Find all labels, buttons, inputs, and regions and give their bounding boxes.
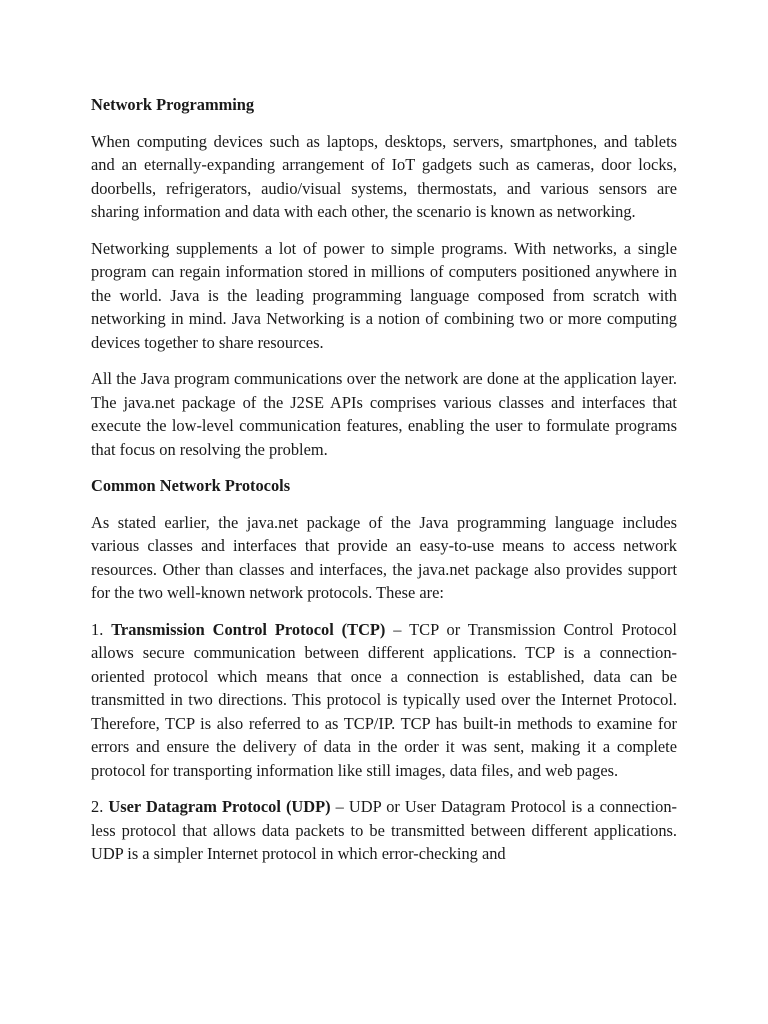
paragraph-networking-power: Networking supplements a lot of power to simple programs. With networks, a single program can regain information stored in millions of computers positioned anywhere in the world. Java is the leading programming language composed from scratch with networking in mind. Java Networking is a notion of combining two or more computing devices together to share resources. <box>91 238 677 352</box>
paragraph-java-communications: All the Java program communications over the network are done at the application layer. The java.net package of the J2SE APIs comprises various classes and interfaces that execute the low-level communication features, enabling the user to formulate programs that focus on resolving the problem. <box>91 369 677 459</box>
heading-network-programming: Network Programming <box>91 95 255 114</box>
description-tcp: – TCP or Transmission Control Protocol allows secure communication between different applications. TCP is a connection-oriented protocol which means that once a connection is established, data can be transmitted in two directions. This protocol is typically used over the Internet Protocol. Therefore, TCP is also referred to as TCP/IP. TCP has built-in methods to examine for errors and ensure the delivery of data in the order it was sent, making it a complete protocol for transporting information like still images, data files, and web pages. <box>91 619 677 780</box>
list-item-tcp <box>91 618 677 783</box>
term-tcp: Transmission Control Protocol (TCP) <box>111 619 386 639</box>
document-page <box>91 93 677 879</box>
paragraph-intro: When computing devices such as laptops, desktops, servers, smartphones, and tablets and an eternally-expanding arrangement of IoT gadgets such as cameras, door locks, doorbells, refrigerators, audio/visual systems, thermostats, and various sensors are sharing information and data with each other, the scenario is known as networking. <box>91 131 677 221</box>
list-number: 2. <box>91 797 104 816</box>
term-udp: User Datagram Protocol (UDP) <box>108 797 331 816</box>
heading-common-protocols: Common Network Protocols <box>91 476 291 495</box>
list-item-udp <box>91 795 677 866</box>
list-number: 1. <box>91 619 104 639</box>
paragraph-java-net-package: As stated earlier, the java.net package of the Java programming language includes various classes and interfaces that provide an easy-to-use means to access network resources. Other than classes and interfaces, the java.net package also provides support for the two well-known network protocols. These are: <box>91 512 677 602</box>
description-udp: – UDP or User Datagram Protocol is a connection-less protocol that allows data packets to be transmitted between different applications. UDP is a simpler Internet protocol in which error-checking and <box>91 797 678 863</box>
